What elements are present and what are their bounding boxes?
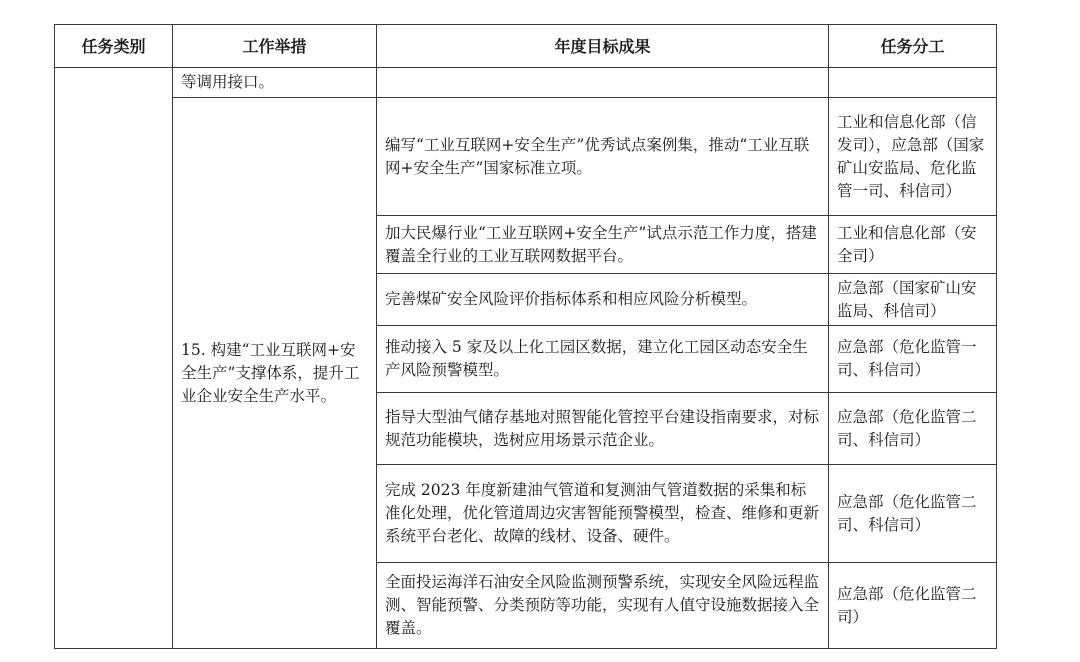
dept-cell: 工业和信息化部（安全司） <box>829 216 997 274</box>
target-cell-empty <box>377 68 829 98</box>
target-cell: 指导大型油气储存基地对照智能化管控平台建设指南要求，对标规范功能模块，选树应用场景示范企业。 <box>377 393 829 465</box>
header-task-category: 任务类别 <box>55 25 173 68</box>
header-task-division: 任务分工 <box>829 25 997 68</box>
dept-cell: 应急部（危化监管二司、科信司） <box>829 393 997 465</box>
table-row <box>55 68 997 98</box>
table-header-row <box>55 25 997 68</box>
dept-cell: 应急部（危化监管二司） <box>829 563 997 649</box>
header-annual-targets: 年度目标成果 <box>377 25 829 68</box>
target-cell: 完成 2023 年度新建油气管道和复测油气管道数据的采集和标准化处理，优化管道周边灾害智能预警模型，检查、维修和更新系统平台老化、故障的线材、设备、硬件。 <box>377 465 829 563</box>
target-cell: 完善煤矿安全风险评价指标体系和相应风险分析模型。 <box>377 274 829 326</box>
measure-cell-15: 15. 构建“工业互联网+安全生产”支撑体系，提升工业企业安全生产水平。 <box>173 98 377 649</box>
dept-cell: 应急部（危化监管一司、科信司） <box>829 326 997 393</box>
dept-cell-empty <box>829 68 997 98</box>
table-row <box>55 98 997 216</box>
dept-cell: 工业和信息化部（信发司），应急部（国家矿山安监局、危化监管一司、科信司） <box>829 98 997 216</box>
task-table <box>54 24 997 649</box>
target-cell: 全面投运海洋石油安全风险监测预警系统，实现安全风险远程监测、智能预警、分类预防等功能，实现有人值守设施数据接入全覆盖。 <box>377 563 829 649</box>
dept-cell: 应急部（危化监管二司、科信司） <box>829 465 997 563</box>
header-work-measures: 工作举措 <box>173 25 377 68</box>
target-cell: 编写“工业互联网+安全生产”优秀试点案例集，推动“工业互联网+安全生产”国家标准立项。 <box>377 98 829 216</box>
task-category-cell <box>55 68 173 649</box>
target-cell: 推动接入 5 家及以上化工园区数据，建立化工园区动态安全生产风险预警模型。 <box>377 326 829 393</box>
target-cell: 加大民爆行业“工业互联网+安全生产”试点示范工作力度，搭建覆盖全行业的工业互联网数据平台。 <box>377 216 829 274</box>
measure-cell-continued: 等调用接口。 <box>173 68 377 98</box>
dept-cell: 应急部（国家矿山安监局、科信司） <box>829 274 997 326</box>
